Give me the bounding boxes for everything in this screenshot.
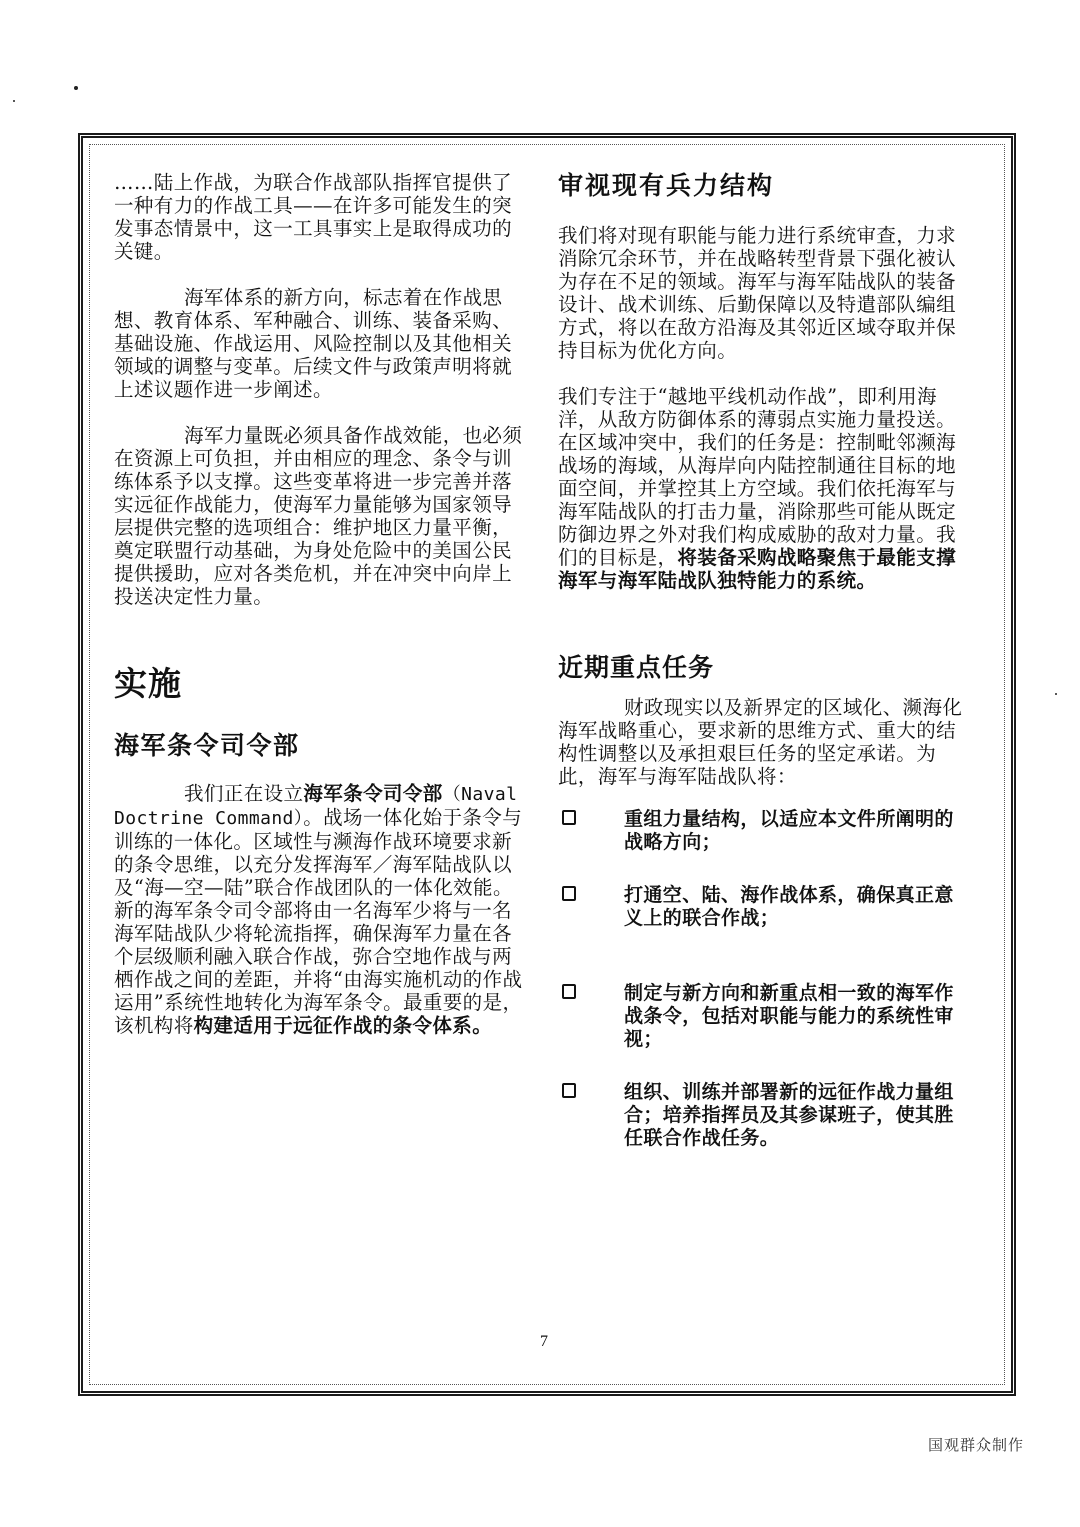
doctrine-command-english: （Naval Doctrine Command） [114, 784, 518, 829]
near-term-heading: 近期重点任务 [558, 653, 715, 682]
scan-speck [13, 100, 15, 102]
quote-paragraph: ……陆上作战，为联合作战部队指挥官提供了一种有力的作战工具——在许多可能发生的突发事态情景中，这一工具事实上是取得成功的关键。 [114, 171, 513, 263]
credit-text: 国观群众制作 [928, 1436, 1025, 1454]
task-list [558, 808, 968, 1150]
doctrine-command-bold: 海军条令司令部 [303, 782, 443, 805]
checkbox-icon [562, 1083, 576, 1098]
task-item [558, 982, 968, 1051]
page-number: 7 [540, 1333, 548, 1350]
force-structure-heading: 审视现有兵力结构 [558, 171, 775, 200]
doctrine-conclusion-bold: 构建适用于远征作战的条令体系。 [193, 1014, 493, 1037]
near-term-paragraph: 财政现实以及新界定的区域化、濒海化海军战略重心，要求新的思维方式、重大的结构性调整以及承担艰巨任务的坚定承诺。为此，海军与海军陆战队将： [558, 696, 963, 788]
doctrine-body-text: 。战场一体化始于条令与训练的一体化。区域性与濒海作战环境要求新的条令思维，以充分发挥海军／海军陆战队以及“海—空—陆”联合作战团队的一体化效能。新的海军条令司令部将由一名海军少将与一名海军陆战队少将轮流指挥，确保海军力量在各个层级顺利融入联合作战，弥合空地作战与两栖作战之间的差距，并将“由海实施机动的作战运用”系统性地转化为海军条令。最重要的是，该机构将 [114, 806, 523, 1037]
doctrine-lead-text: 我们正在设立 [184, 782, 304, 805]
implementation-heading: 实施 [114, 664, 182, 703]
right-column [558, 170, 968, 1150]
maneuver-paragraph [558, 385, 968, 592]
task-item [558, 1081, 968, 1150]
checkbox-icon [562, 984, 576, 999]
doctrine-paragraph [114, 782, 530, 1037]
checkbox-icon [562, 886, 576, 901]
force-structure-paragraph: 我们将对现有职能与能力进行系统审查，力求消除冗余环节，并在战略转型背景下强化被认为存在不足的领域。海军与海军陆战队的装备设计、战术训练、后勤保障以及特遣部队编组方式，将以在敌方沿海及其邻近区域夺取并保持目标为优化方向。 [558, 224, 957, 362]
scan-speck [1055, 693, 1057, 695]
maneuver-body-text: 我们专注于“越地平线机动作战”，即利用海洋，从敌方防御体系的薄弱点实施力量投送。在区域冲突中，我们的任务是：控制毗邻濒海战场的海域，从海岸向内陆控制通往目标的地面空间，并掌控其上方空域。我们依托海军与海军陆战队的打击力量，消除那些可能从既定防御边界之外对我们构成威胁的敌对力量。我们的目标是， [558, 385, 957, 569]
task-item [558, 808, 968, 854]
task-text: 打通空、陆、海作战体系，确保真正意义上的联合作战； [624, 884, 954, 929]
left-column [114, 171, 530, 1037]
force-paragraph: 海军力量既必须具备作战效能，也必须在资源上可负担，并由相应的理念、条令与训练体系予以支撑。这些变革将进一步完善并落实远征作战能力，使海军力量能够为国家领导层提供完整的选项组合：维护地区力量平衡，奠定联盟行动基础，为身处危险中的美国公民提供援助，应对各类危机，并在冲突中向岸上投送决定性力量。 [114, 424, 523, 608]
task-text: 重组力量结构，以适应本文件所阐明的战略方向； [624, 808, 954, 853]
task-item [558, 884, 968, 930]
maneuver-goal-bold: 将装备采购战略聚焦于最能支撑海军与海军陆战队独特能力的系统。 [558, 546, 957, 592]
task-text: 组织、训练并部署新的远征作战力量组合；培养指挥员及其参谋班子，使其胜任联合作战任务。 [624, 1081, 954, 1149]
direction-paragraph: 海军体系的新方向，标志着在作战思想、教育体系、军种融合、训练、装备采购、基础设施、作战运用、风险控制以及其他相关领域的调整与变革。后续文件与政策声明将就上述议题作进一步阐述。 [114, 286, 513, 401]
task-text: 制定与新方向和新重点相一致的海军作战条令，包括对职能与能力的系统性审视； [624, 982, 954, 1050]
scan-speck [74, 86, 78, 90]
checkbox-icon [562, 810, 576, 825]
doctrine-command-heading: 海军条令司令部 [114, 731, 300, 760]
